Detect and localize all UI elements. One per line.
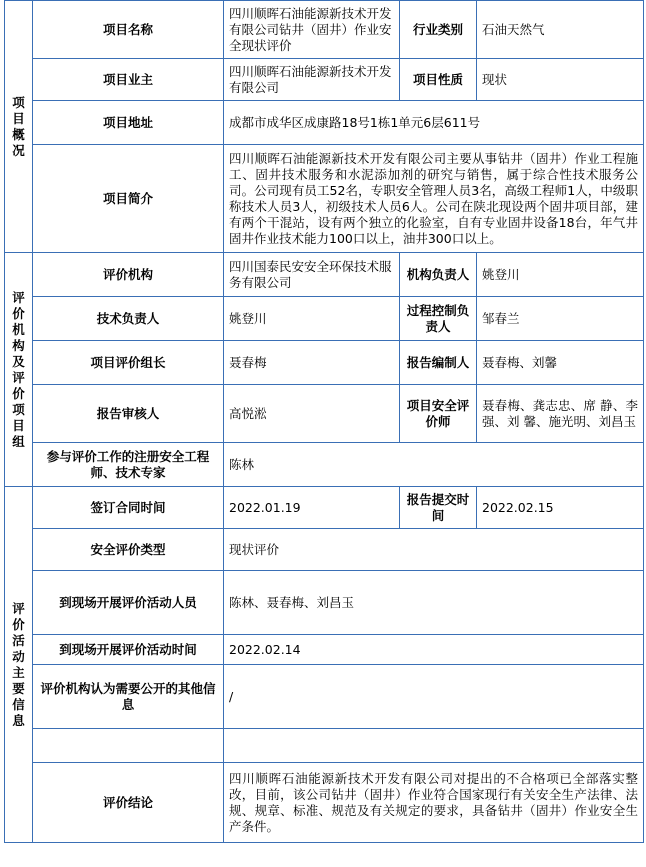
eval-type-value: 现状评价 <box>224 529 644 571</box>
nature-label: 项目性质 <box>400 59 477 101</box>
team-lead-label: 项目评价组长 <box>33 341 224 385</box>
report-date-label: 报告提交时间 <box>400 487 477 529</box>
tech-lead-label: 技术负责人 <box>33 297 224 341</box>
industry-value: 石油天然气 <box>477 1 644 59</box>
other-info-value: / <box>224 665 644 729</box>
blank-label-cell <box>33 729 224 763</box>
row-reviewer <box>5 385 644 443</box>
safety-assessors-value: 聂春梅、龚志忠、席 静、李 强、刘 馨、施光明、刘昌玉 <box>477 385 644 443</box>
owner-label: 项目业主 <box>33 59 224 101</box>
row-address <box>5 101 644 145</box>
contract-date-label: 签订合同时间 <box>33 487 224 529</box>
row-eval-type <box>5 529 644 571</box>
row-contract-date <box>5 487 644 529</box>
row-owner <box>5 59 644 101</box>
reviewer-value: 高悦淞 <box>224 385 400 443</box>
address-label: 项目地址 <box>33 101 224 145</box>
conclusion-label: 评价结论 <box>33 763 224 843</box>
owner-value: 四川顺晖石油能源新技术开发有限公司 <box>224 59 400 101</box>
row-conclusion <box>5 763 644 843</box>
conclusion-value: 四川顺晖石油能源新技术开发有限公司对提出的不合格项已全部落实整改，目前，该公司钻井（固井）作业符合国家现行有关安全生产法律、法规、规章、标准、规范及有关规定的要求，具备钻井（固井）作业安全生产条件。 <box>224 763 644 843</box>
industry-label: 行业类别 <box>400 1 477 59</box>
process-lead-value: 邹春兰 <box>477 297 644 341</box>
project-name-value: 四川顺晖石油能源新技术开发有限公司钻井（固井）作业安全现状评价 <box>224 1 400 59</box>
agency-label: 评价机构 <box>33 253 224 297</box>
row-blank <box>5 729 644 763</box>
site-staff-label: 到现场开展评价活动人员 <box>33 571 224 635</box>
safety-assessors-label: 项目安全评价师 <box>400 385 477 443</box>
other-info-label: 评价机构认为需要公开的其他信息 <box>33 665 224 729</box>
report-author-value: 聂春梅、刘馨 <box>477 341 644 385</box>
section-label-org: 评价机构及评价项目组 <box>5 253 33 487</box>
row-site-staff <box>5 571 644 635</box>
address-value: 成都市成华区成康路18号1栋1单元6层611号 <box>224 101 644 145</box>
team-lead-value: 聂春梅 <box>224 341 400 385</box>
row-project-name <box>5 1 644 59</box>
reviewer-label: 报告审核人 <box>33 385 224 443</box>
report-date-value: 2022.02.15 <box>477 487 644 529</box>
site-staff-value: 陈林、聂春梅、刘昌玉 <box>224 571 644 635</box>
tech-lead-value: 姚登川 <box>224 297 400 341</box>
row-intro <box>5 145 644 253</box>
intro-label: 项目简介 <box>33 145 224 253</box>
row-team-lead <box>5 341 644 385</box>
nature-value: 现状 <box>477 59 644 101</box>
section-label-activity: 评价活动主要信息 <box>5 487 33 843</box>
intro-value: 四川顺晖石油能源新技术开发有限公司主要从事钻井（固井）作业工程施工、固井技术服务和水泥添加剂的研究与销售，属于综合性技术服务公司。公司现有员工52名，专职安全管理人员3名，高级工程师1人，中级职称技术人员3人，初级技术人员6人。公司在陕北现设两个固井项目部，建有两个干混站，设有两个独立的化验室，自有专业固井设备18台，年气井固井作业技术能力100口以上，油井300口以上。 <box>224 145 644 253</box>
row-agency <box>5 253 644 297</box>
experts-value: 陈林 <box>224 443 644 487</box>
site-time-label: 到现场开展评价活动时间 <box>33 635 224 665</box>
experts-label: 参与评价工作的注册安全工程师、技术专家 <box>33 443 224 487</box>
report-author-label: 报告编制人 <box>400 341 477 385</box>
agency-head-value: 姚登川 <box>477 253 644 297</box>
process-lead-label: 过程控制负责人 <box>400 297 477 341</box>
agency-value: 四川国泰民安安全环保技术服务有限公司 <box>224 253 400 297</box>
blank-value-cell <box>224 729 644 763</box>
row-site-time <box>5 635 644 665</box>
site-time-value: 2022.02.14 <box>224 635 644 665</box>
row-tech-lead <box>5 297 644 341</box>
row-other-info <box>5 665 644 729</box>
section-label-overview: 项目概况 <box>5 1 33 253</box>
agency-head-label: 机构负责人 <box>400 253 477 297</box>
project-name-label: 项目名称 <box>33 1 224 59</box>
evaluation-info-table <box>4 0 644 843</box>
contract-date-value: 2022.01.19 <box>224 487 400 529</box>
eval-type-label: 安全评价类型 <box>33 529 224 571</box>
row-experts <box>5 443 644 487</box>
